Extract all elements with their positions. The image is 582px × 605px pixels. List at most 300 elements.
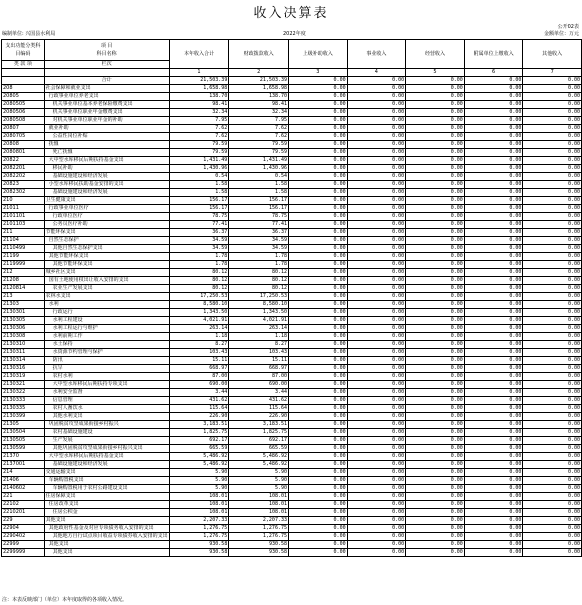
row-amount: 34.59 — [229, 237, 289, 245]
row-amount: 0.00 — [347, 109, 406, 117]
row-subject: 抗旱 — [44, 365, 169, 373]
row-amount: 0.00 — [406, 141, 465, 149]
row-amount: 0.00 — [406, 525, 465, 533]
other-header: 其他收入 — [523, 40, 582, 69]
row-code: 2130308 — [2, 333, 45, 341]
row-amount: 0.00 — [347, 421, 406, 429]
table-row — [2, 101, 582, 109]
page-title: 收入决算表 — [253, 6, 329, 21]
row-amount: 0.00 — [464, 365, 523, 373]
row-amount: 0.00 — [464, 125, 523, 133]
row-subject: 农村人畜饮水 — [44, 405, 169, 413]
row-amount: 0.54 — [169, 173, 229, 181]
table-row — [2, 461, 582, 469]
row-code: 20823 — [2, 181, 45, 189]
row-amount: 7.62 — [229, 125, 289, 133]
row-amount: 0.00 — [464, 341, 523, 349]
row-amount: 0.00 — [289, 397, 348, 405]
row-subject: 住房公积金 — [44, 509, 169, 517]
row-subject: 水利工程建设 — [44, 317, 169, 325]
row-amount: 0.00 — [406, 269, 465, 277]
table-row — [2, 333, 582, 341]
row-amount: 0.00 — [464, 189, 523, 197]
row-amount: 0.00 — [523, 245, 582, 253]
row-amount: 0.00 — [347, 349, 406, 357]
row-amount: 0.00 — [289, 333, 348, 341]
row-amount: 2,207.33 — [229, 517, 289, 525]
row-amount: 0.00 — [523, 109, 582, 117]
row-amount: 0.00 — [406, 205, 465, 213]
row-amount: 0.00 — [464, 165, 523, 173]
row-amount: 0.00 — [464, 197, 523, 205]
row-amount: 0.00 — [464, 485, 523, 493]
row-subject: 机关事业单位基本养老保险缴费支出 — [44, 101, 169, 109]
table-row — [2, 525, 582, 533]
row-subject: 小型水库移民扶助基金安排的支出 — [44, 181, 169, 189]
row-amount: 0.00 — [406, 413, 465, 421]
row-amount: 5.90 — [229, 485, 289, 493]
row-amount: 0.00 — [347, 485, 406, 493]
row-amount: 2,207.33 — [169, 517, 229, 525]
table-row — [2, 325, 582, 333]
row-code: 21104 — [2, 237, 45, 245]
row-amount: 0.00 — [464, 445, 523, 453]
row-amount: 0.00 — [289, 221, 348, 229]
row-amount: 0.00 — [523, 101, 582, 109]
row-index-header: 栏次 — [44, 61, 169, 69]
row-amount: 0.00 — [347, 397, 406, 405]
row-subject: 对机关事业单位职业年金的补助 — [44, 117, 169, 125]
row-subject: 车辆购置税用于农村公路建设支出 — [44, 485, 169, 493]
row-amount: 0.00 — [464, 213, 523, 221]
table-row — [2, 301, 582, 309]
row-amount: 0.00 — [406, 149, 465, 157]
table-row — [2, 133, 582, 141]
colnum-blank — [44, 69, 169, 77]
row-amount: 34.59 — [169, 237, 229, 245]
row-subject: 大中型水库移民后期扶持专项支出 — [44, 381, 169, 389]
row-amount: 0.00 — [289, 325, 348, 333]
row-amount: 431.62 — [229, 397, 289, 405]
row-amount: 0.00 — [406, 349, 465, 357]
row-amount: 0.00 — [523, 349, 582, 357]
row-amount: 87.00 — [169, 373, 229, 381]
row-amount: 108.01 — [229, 501, 289, 509]
row-amount: 0.00 — [464, 357, 523, 365]
row-amount: 0.00 — [523, 261, 582, 269]
row-subject: 移民补助 — [44, 165, 169, 173]
row-code: 2082202 — [2, 173, 45, 181]
row-code: 2130306 — [2, 325, 45, 333]
row-amount: 1,276.75 — [229, 525, 289, 533]
row-amount: 690.00 — [169, 381, 229, 389]
row-amount: 5,486.92 — [169, 461, 229, 469]
row-code: 221 — [2, 493, 45, 501]
xiang-label: 项 — [26, 61, 32, 67]
table-row — [2, 277, 582, 285]
table-row — [2, 205, 582, 213]
row-code: 2299999 — [2, 549, 45, 557]
row-amount: 0.00 — [406, 445, 465, 453]
row-amount: 32.34 — [229, 109, 289, 117]
row-amount: 8,580.10 — [229, 301, 289, 309]
row-amount: 0.00 — [347, 189, 406, 197]
row-amount: 15.11 — [229, 357, 289, 365]
table-row — [2, 381, 582, 389]
row-amount: 0.00 — [406, 93, 465, 101]
row-subject: 信息管理 — [44, 397, 169, 405]
row-subject: 基础设施建设和经济发展 — [44, 173, 169, 181]
row-amount: 7.95 — [169, 117, 229, 125]
row-amount: 0.00 — [289, 141, 348, 149]
row-amount: 80.12 — [229, 285, 289, 293]
row-amount: 0.00 — [289, 469, 348, 477]
row-amount: 0.00 — [347, 133, 406, 141]
row-amount: 692.17 — [229, 437, 289, 445]
table-row — [2, 117, 582, 125]
column-number: 3 — [289, 69, 348, 77]
row-subject: 其他巩固脱贫攻坚成果衔接乡村振兴支出 — [44, 445, 169, 453]
row-amount: 0.00 — [289, 301, 348, 309]
row-amount: 0.00 — [347, 293, 406, 301]
table-row — [2, 477, 582, 485]
row-amount: 36.37 — [229, 229, 289, 237]
table-row — [2, 109, 582, 117]
row-subject: 社会保障和就业支出 — [44, 85, 169, 93]
row-amount: 0.00 — [523, 173, 582, 181]
row-amount: 0.00 — [289, 365, 348, 373]
row-subject: 交通运输支出 — [44, 469, 169, 477]
row-amount: 665.59 — [229, 445, 289, 453]
row-code: 2130305 — [2, 317, 45, 325]
row-code: 2130321 — [2, 381, 45, 389]
lei-label: 类 — [13, 61, 19, 67]
row-amount: 0.00 — [347, 301, 406, 309]
row-amount: 1.78 — [169, 261, 229, 269]
row-code: 2130319 — [2, 373, 45, 381]
row-code: 211 — [2, 229, 45, 237]
row-subject: 其他支出 — [44, 517, 169, 525]
row-amount: 103.43 — [169, 349, 229, 357]
table-row — [2, 501, 582, 509]
row-amount: 0.00 — [347, 341, 406, 349]
column-number: 2 — [229, 69, 289, 77]
row-amount: 0.00 — [464, 157, 523, 165]
row-subject: 生产发展 — [44, 437, 169, 445]
row-amount: 0.00 — [464, 381, 523, 389]
row-amount: 0.00 — [347, 381, 406, 389]
row-subject: 水资源节约管理与保护 — [44, 349, 169, 357]
row-amount: 0.00 — [406, 397, 465, 405]
row-amount: 0.00 — [289, 101, 348, 109]
row-amount: 1,825.75 — [169, 429, 229, 437]
row-subject: 行政运行 — [44, 309, 169, 317]
row-amount: 0.00 — [523, 309, 582, 317]
row-amount: 4,021.91 — [229, 317, 289, 325]
row-amount: 0.00 — [347, 477, 406, 485]
row-amount: 0.00 — [289, 197, 348, 205]
row-subject: 水土保持 — [44, 341, 169, 349]
table-row — [2, 437, 582, 445]
row-amount: 0.00 — [289, 309, 348, 317]
table-row — [2, 509, 582, 517]
row-amount: 0.00 — [464, 533, 523, 541]
row-amount: 0.00 — [406, 549, 465, 557]
row-amount: 0.00 — [464, 229, 523, 237]
total-header: 本年收入合计 — [169, 40, 229, 69]
row-amount: 0.00 — [406, 229, 465, 237]
row-amount: 0.00 — [406, 517, 465, 525]
row-amount: 0.00 — [523, 229, 582, 237]
row-amount: 0.00 — [289, 229, 348, 237]
row-amount: 78.75 — [229, 213, 289, 221]
row-amount: 0.00 — [406, 357, 465, 365]
row-amount: 0.00 — [347, 141, 406, 149]
row-amount: 80.12 — [169, 277, 229, 285]
row-amount: 0.00 — [464, 221, 523, 229]
row-code: 210 — [2, 197, 45, 205]
table-row — [2, 237, 582, 245]
row-amount: 0.00 — [347, 181, 406, 189]
row-amount: 0.00 — [464, 517, 523, 525]
row-amount: 0.00 — [406, 261, 465, 269]
row-amount: 0.00 — [523, 429, 582, 437]
row-code: 2080506 — [2, 109, 45, 117]
row-amount: 0.00 — [347, 437, 406, 445]
row-amount: 0.00 — [523, 149, 582, 157]
row-code: 21199 — [2, 253, 45, 261]
table-row — [2, 253, 582, 261]
row-amount: 108.01 — [169, 509, 229, 517]
row-amount: 0.00 — [347, 317, 406, 325]
row-code: 22904 — [2, 525, 45, 533]
row-amount: 226.90 — [229, 413, 289, 421]
row-amount: 0.00 — [347, 413, 406, 421]
row-amount: 0.00 — [464, 173, 523, 181]
column-number-row — [2, 69, 582, 77]
row-amount: 3,183.51 — [229, 421, 289, 429]
row-amount: 0.00 — [347, 117, 406, 125]
row-amount: 0.00 — [289, 477, 348, 485]
row-amount: 5.90 — [169, 485, 229, 493]
row-amount: 1.78 — [229, 253, 289, 261]
row-amount: 0.00 — [523, 189, 582, 197]
row-amount: 0.00 — [289, 381, 348, 389]
row-code: 20807 — [2, 125, 45, 133]
row-amount: 431.62 — [169, 397, 229, 405]
row-amount: 0.00 — [464, 525, 523, 533]
row-amount: 3.44 — [169, 389, 229, 397]
row-amount: 0.00 — [523, 237, 582, 245]
row-amount: 0.00 — [347, 493, 406, 501]
row-amount: 0.00 — [464, 349, 523, 357]
row-amount: 7.62 — [169, 133, 229, 141]
row-amount: 0.00 — [464, 541, 523, 549]
form-code: 公开02表 — [557, 24, 579, 30]
row-amount: 1.58 — [229, 181, 289, 189]
row-amount: 0.00 — [464, 301, 523, 309]
row-amount: 0.00 — [347, 525, 406, 533]
row-subject: 水利安全监督 — [44, 389, 169, 397]
row-amount: 0.00 — [347, 461, 406, 469]
row-amount: 0.00 — [464, 405, 523, 413]
lei-kuan-xiang-header — [2, 61, 45, 69]
row-amount: 0.00 — [464, 469, 523, 477]
row-amount: 0.00 — [523, 253, 582, 261]
row-amount: 0.00 — [347, 93, 406, 101]
row-amount: 0.00 — [464, 325, 523, 333]
row-amount: 138.70 — [229, 93, 289, 101]
row-amount: 0.00 — [406, 317, 465, 325]
row-amount: 0.00 — [523, 397, 582, 405]
row-amount: 0.00 — [464, 237, 523, 245]
row-amount: 0.00 — [523, 533, 582, 541]
row-amount: 0.00 — [347, 269, 406, 277]
row-code: 2130301 — [2, 309, 45, 317]
row-amount: 78.75 — [169, 213, 229, 221]
unit-label: 编制单位: 兴国县水利局 — [2, 31, 56, 37]
row-code: 21305 — [2, 421, 45, 429]
row-amount: 0.00 — [406, 509, 465, 517]
row-amount: 115.64 — [229, 405, 289, 413]
row-amount: 0.00 — [464, 461, 523, 469]
row-amount: 5,486.92 — [229, 453, 289, 461]
row-subject: 水利前期工作 — [44, 333, 169, 341]
row-amount: 0.00 — [289, 517, 348, 525]
table-row — [2, 245, 582, 253]
row-amount: 0.00 — [406, 405, 465, 413]
row-amount: 0.00 — [406, 85, 465, 93]
row-amount: 5.90 — [169, 469, 229, 477]
row-code: 2130316 — [2, 365, 45, 373]
row-amount: 0.00 — [289, 493, 348, 501]
table-row — [2, 341, 582, 349]
row-amount: 0.00 — [406, 493, 465, 501]
row-amount: 0.00 — [523, 461, 582, 469]
row-code: 229 — [2, 517, 45, 525]
row-subject: 自然生态保护 — [44, 237, 169, 245]
row-amount: 0.00 — [289, 461, 348, 469]
table-row — [2, 285, 582, 293]
row-amount: 0.00 — [523, 221, 582, 229]
row-amount: 665.59 — [169, 445, 229, 453]
row-code — [2, 77, 45, 85]
row-amount: 0.00 — [406, 477, 465, 485]
row-code: 2101103 — [2, 221, 45, 229]
row-amount: 79.59 — [229, 149, 289, 157]
row-amount: 263.14 — [229, 325, 289, 333]
row-amount: 0.00 — [406, 117, 465, 125]
row-amount: 0.00 — [406, 125, 465, 133]
table-body — [2, 77, 582, 557]
row-code: 20808 — [2, 141, 45, 149]
row-amount: 0.00 — [523, 285, 582, 293]
table-row — [2, 317, 582, 325]
row-subject: 其他支出 — [44, 549, 169, 557]
row-amount: 0.00 — [464, 117, 523, 125]
row-amount: 0.00 — [347, 405, 406, 413]
row-amount: 0.00 — [406, 133, 465, 141]
row-amount: 0.00 — [289, 181, 348, 189]
row-amount: 0.00 — [289, 437, 348, 445]
row-subject: 农业生产发展支出 — [44, 285, 169, 293]
row-amount: 0.00 — [523, 77, 582, 85]
row-code: 213 — [2, 293, 45, 301]
row-amount: 108.01 — [229, 509, 289, 517]
row-amount: 0.00 — [406, 109, 465, 117]
table-row — [2, 293, 582, 301]
kuan-label: 款 — [20, 61, 26, 67]
row-amount: 0.00 — [347, 517, 406, 525]
row-amount: 0.00 — [406, 181, 465, 189]
row-amount: 79.59 — [169, 141, 229, 149]
row-amount: 0.00 — [289, 317, 348, 325]
row-amount: 0.00 — [347, 549, 406, 557]
row-amount: 108.01 — [169, 493, 229, 501]
row-amount: 0.00 — [406, 301, 465, 309]
row-amount: 0.00 — [406, 77, 465, 85]
row-amount: 80.12 — [229, 277, 289, 285]
row-amount: 0.00 — [464, 317, 523, 325]
row-amount: 0.00 — [347, 229, 406, 237]
row-amount: 0.00 — [347, 173, 406, 181]
row-amount: 0.00 — [523, 493, 582, 501]
row-amount: 156.17 — [229, 197, 289, 205]
row-amount: 0.00 — [523, 301, 582, 309]
row-amount: 0.00 — [289, 189, 348, 197]
row-code: 2101101 — [2, 213, 45, 221]
row-subject: 大中型水库移民后期扶持基金支出 — [44, 157, 169, 165]
row-amount: 0.00 — [523, 293, 582, 301]
row-amount: 0.00 — [289, 133, 348, 141]
table-row — [2, 373, 582, 381]
row-amount: 0.00 — [464, 149, 523, 157]
row-amount: 0.00 — [406, 373, 465, 381]
row-amount: 32.34 — [169, 109, 229, 117]
row-code: 2130322 — [2, 389, 45, 397]
table-row — [2, 165, 582, 173]
table-row — [2, 517, 582, 525]
row-amount: 80.12 — [229, 269, 289, 277]
row-amount: 80.12 — [169, 269, 229, 277]
row-amount: 156.17 — [169, 205, 229, 213]
row-amount: 80.12 — [169, 285, 229, 293]
row-amount: 115.64 — [169, 405, 229, 413]
row-amount: 0.00 — [289, 357, 348, 365]
row-amount: 0.00 — [464, 309, 523, 317]
row-code: 2080508 — [2, 117, 45, 125]
row-amount: 0.00 — [347, 389, 406, 397]
row-amount: 0.00 — [289, 85, 348, 93]
row-code: 20822 — [2, 157, 45, 165]
table-row — [2, 141, 582, 149]
row-amount: 930.58 — [169, 549, 229, 557]
income-table — [1, 39, 582, 557]
row-amount: 0.00 — [289, 405, 348, 413]
row-amount: 1,430.96 — [169, 165, 229, 173]
superior-header: 上级补助收入 — [289, 40, 348, 69]
row-amount: 0.00 — [347, 373, 406, 381]
row-amount: 0.00 — [523, 277, 582, 285]
row-amount: 0.00 — [347, 85, 406, 93]
table-row — [2, 421, 582, 429]
amount-unit: 金额单位：万元 — [543, 31, 579, 37]
row-code: 212 — [2, 269, 45, 277]
row-amount: 15.11 — [169, 357, 229, 365]
item-group-header: 项 目 — [100, 43, 113, 49]
row-code: 2137001 — [2, 461, 45, 469]
row-subject: 其他支出 — [44, 541, 169, 549]
